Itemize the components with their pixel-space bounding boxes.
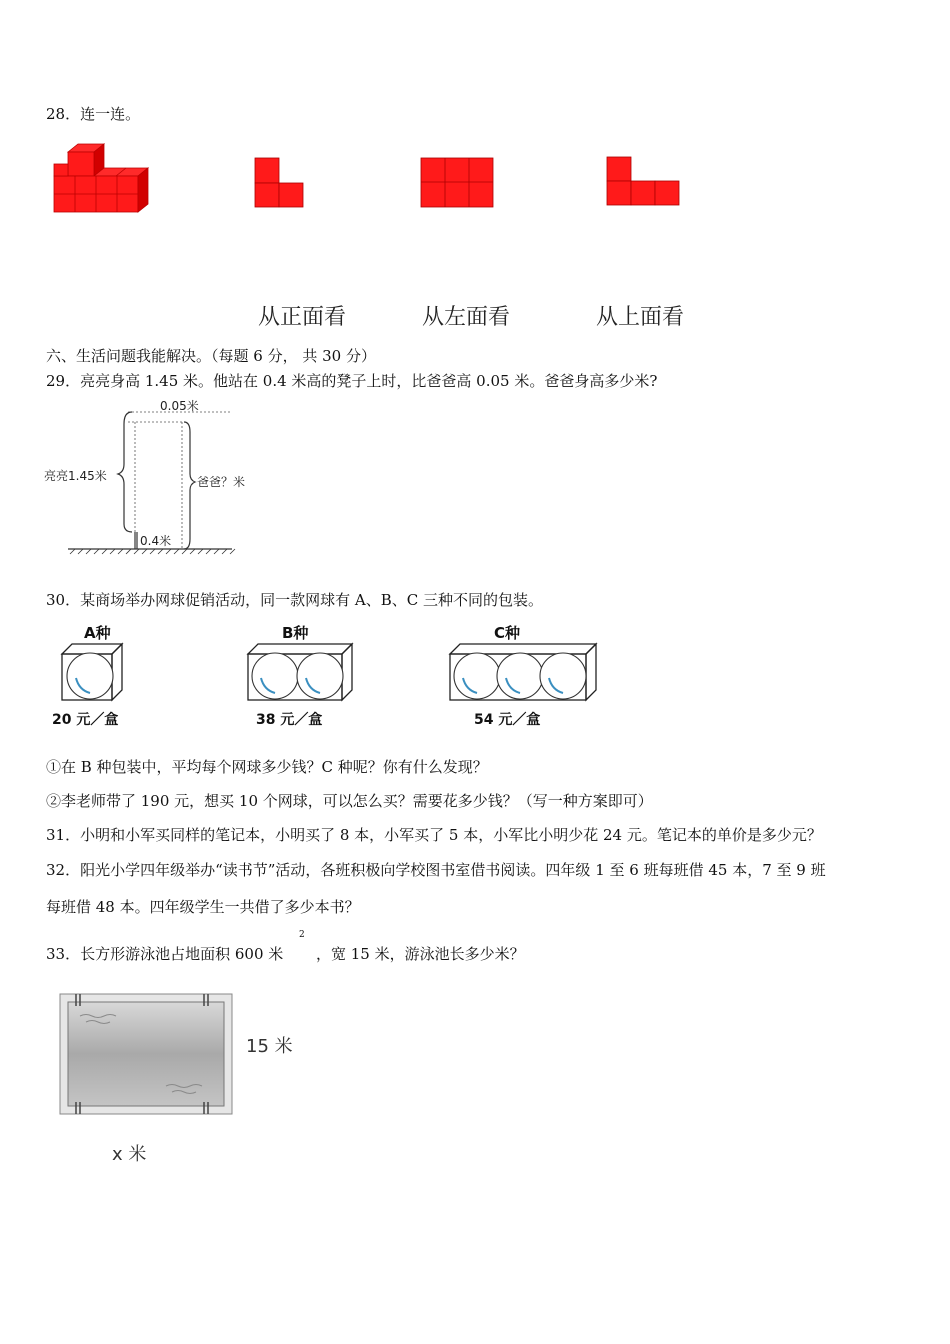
q32-line1: 32．阳光小学四年级举办“读书节”活动，各班积极向学校图书室借书阅读。四年级 1 至 6 班每班借 45 本，7 至 9 班 <box>46 861 826 879</box>
q29-label-liang: 亮亮1.45米 <box>44 469 107 483</box>
q29-text: 29．亮亮身高 1.45 米。他站在 0.4 米高的凳子上时，比爸爸高 0.05 米。爸爸身高多少米? <box>46 372 658 390</box>
q33-text-b: ，宽 15 米，游泳池长多少米？ <box>316 945 525 963</box>
q28-view-front-label: 从正面看 <box>258 305 347 330</box>
q32-line2: 每班借 48 本。四年级学生一共借了多少本书？ <box>46 898 360 916</box>
q33-superscript: 2 <box>299 930 305 940</box>
q30-sub2: ②李老师带了 190 元，想买 10 个网球，可以怎么买？需要花多少钱？（写一种方案即可） <box>46 792 653 810</box>
q30-package-b-name: B种 <box>282 624 309 642</box>
q30-package-c-price: 54 元／盒 <box>474 712 541 728</box>
q30-package-a <box>48 620 143 732</box>
q28-view-shape-3 <box>606 156 681 208</box>
q28-title: 28．连一连。 <box>46 105 141 123</box>
q29-label-top: 0.05米 <box>160 399 199 413</box>
q33-text-a: 33．长方形游泳池占地面积 600 米 <box>46 945 284 963</box>
q30-package-b-price: 38 元／盒 <box>256 712 323 728</box>
q30-package-c <box>446 620 601 732</box>
q33-width-label: 15 米 <box>246 1036 293 1057</box>
q29-label-stool: 0.4米 <box>140 534 172 548</box>
q33-pool-diagram <box>56 990 306 1170</box>
q28-view-top-label: 从上面看 <box>596 305 685 330</box>
q28-3d-figure <box>50 142 150 217</box>
q30-text: 30．某商场举办网球促销活动，同一款网球有 A、B、C 三种不同的包装。 <box>46 591 543 609</box>
q29-height-diagram <box>40 396 270 558</box>
q29-label-dad: 爸爸？米 <box>197 475 246 489</box>
q31-text: 31．小明和小军买同样的笔记本，小明买了 8 本，小军买了 5 本，小军比小明少花 24 元。笔记本的单价是多少元？ <box>46 826 822 844</box>
q28-view-shape-2 <box>420 157 495 209</box>
q28-view-shape-1 <box>254 157 306 209</box>
q30-package-a-price: 20 元／盒 <box>52 712 119 728</box>
q30-package-c-name: C种 <box>494 624 521 642</box>
q33-length-label: x 米 <box>112 1144 147 1165</box>
q28-view-left-label: 从左面看 <box>422 305 511 330</box>
q30-package-b <box>244 620 359 732</box>
q30-package-a-name: A种 <box>84 624 111 642</box>
section6-heading: 六、生活问题我能解决。（每题 6 分， 共 30 分） <box>46 347 376 365</box>
q30-sub1: ①在 B 种包装中，平均每个网球多少钱？C 种呢？你有什么发现？ <box>46 758 488 776</box>
